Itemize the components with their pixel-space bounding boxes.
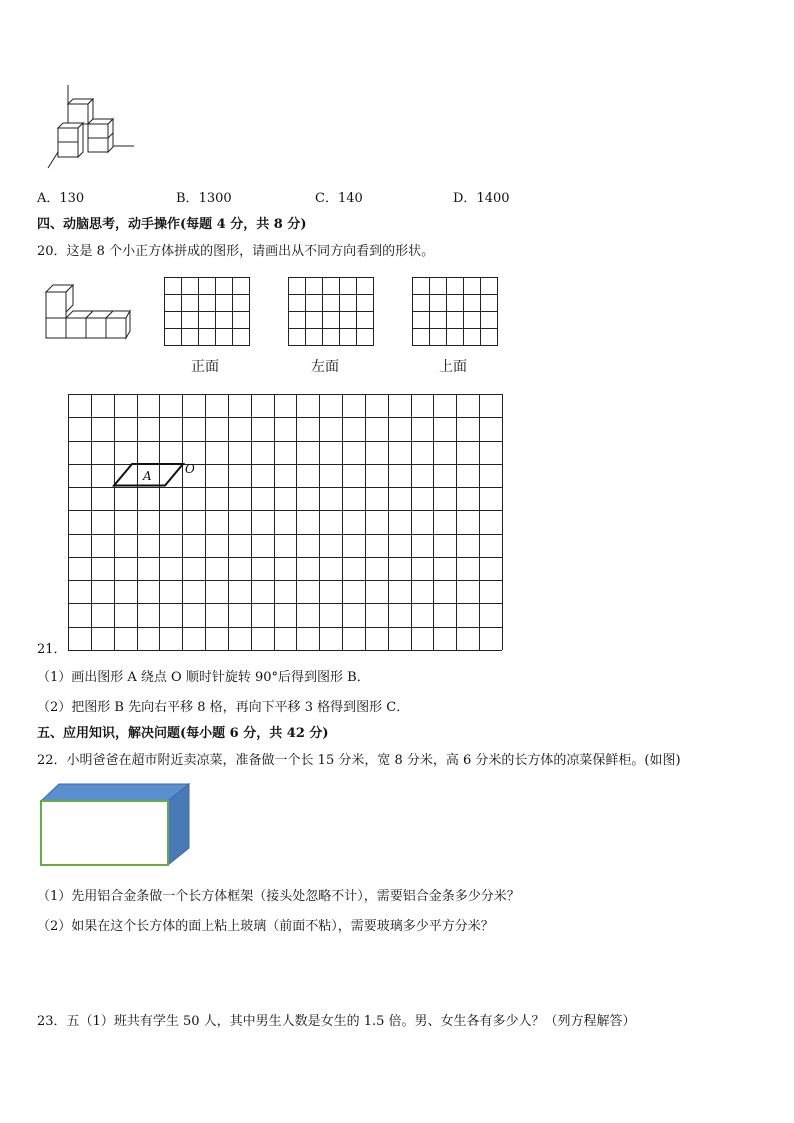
q21-number: 21． <box>37 642 67 657</box>
q21-grid <box>68 394 502 650</box>
top-view-label: 上面 <box>439 359 467 375</box>
q20-text: 20．这是 8 个小正方体拼成的图形，请画出从不同方向看到的形状。 <box>37 244 435 259</box>
left-view-label: 左面 <box>311 359 339 375</box>
option-letter: B． <box>176 191 199 206</box>
top-view-grid <box>412 277 498 346</box>
front-view-grid <box>164 277 250 346</box>
option-letter: D． <box>453 191 477 206</box>
option-letter: A． <box>37 191 60 206</box>
option-value: 1300 <box>198 191 232 206</box>
option-value: 140 <box>337 191 363 206</box>
q23-text: 23．五（1）班共有学生 50 人，其中男生人数是女生的 1.5 倍。男、女生各有多少人？（列方程解答） <box>37 1014 636 1029</box>
option-letter: C． <box>315 191 338 206</box>
shape-a-label: A <box>143 469 152 483</box>
section-4-heading: 四、动脑思考，动手操作(每题 4 分，共 8 分) <box>37 217 307 232</box>
option-b <box>176 187 232 206</box>
q22-sub2: （2）如果在这个长方体的面上粘上玻璃（前面不粘），需要玻璃多少平方分米？ <box>37 919 494 934</box>
q22-text: 22．小明爸爸在超市附近卖凉菜，准备做一个长 15 分米，宽 8 分米，高 6 分米的长方体的凉菜保鲜柜。(如图) <box>37 753 681 768</box>
q22-cuboid-figure <box>39 783 191 867</box>
option-value: 130 <box>59 191 85 206</box>
option-a <box>37 187 84 206</box>
front-view-label: 正面 <box>191 359 219 375</box>
option-c <box>315 187 363 206</box>
section-5-heading: 五、应用知识，解决问题(每小题 6 分，共 42 分) <box>37 726 329 741</box>
option-value: 1400 <box>476 191 510 206</box>
q19-cube-figure <box>40 80 150 175</box>
point-o-label: O <box>185 462 195 476</box>
q21-sub2: （2）把图形 B 先向右平移 8 格，再向下平移 3 格得到图形 C． <box>37 700 410 715</box>
left-view-grid <box>288 277 374 346</box>
option-d <box>453 187 510 206</box>
q21-sub1: （1）画出图形 A 绕点 O 顺时针旋转 90°后得到图形 B． <box>37 670 370 685</box>
q20-cube-figure <box>44 284 134 342</box>
q22-sub1: （1）先用铝合金条做一个长方体框架（接头处忽略不计），需要铝合金条多少分米？ <box>37 889 520 904</box>
